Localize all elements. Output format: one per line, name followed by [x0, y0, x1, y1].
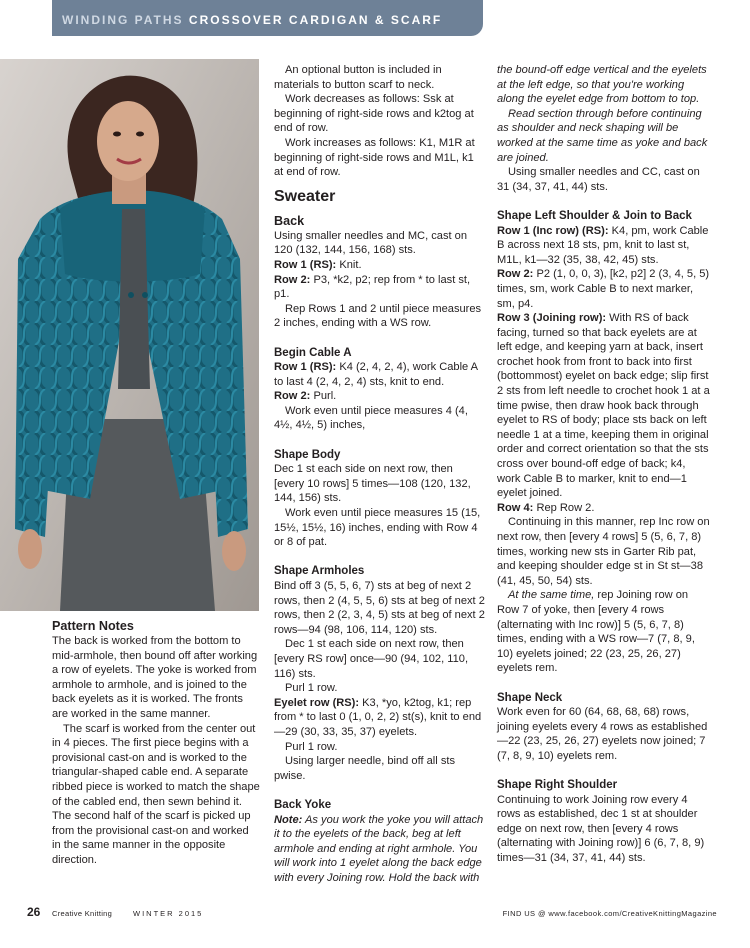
page-footer — [27, 906, 717, 922]
back-heading: Back — [274, 213, 305, 228]
back-row-2: Row 2: P3, *k2, p2; rep from * to last st, p1. — [274, 273, 471, 301]
left-shoulder-continue: Continuing in this manner, rep Inc row on next row, then [every 4 rows] 5 (5, 6, 7, 8) times, working new sts in Garter Rib pat, and keeping shoulder edge st in St st—38 (41, 45, 50, 54) sts. — [497, 516, 710, 587]
right-column — [497, 63, 710, 866]
back-rep: Rep Rows 1 and 2 until piece measures 2 inches, ending with a WS row. — [274, 302, 482, 330]
yoke-note-cont: the bound-off edge vertical and the eyelets at the left edge, so that you're working along the eyelet edge from bottom to top. — [497, 64, 707, 106]
page-number: 26 — [27, 905, 41, 919]
series-name: WINDING PATHS — [62, 13, 184, 27]
back-yoke-heading: Back Yoke — [274, 798, 332, 811]
increase-note: Work increases as follows: K1, M1R at beginning of right-side rows and M1L, k1 at end of row. — [274, 136, 475, 179]
armhole-bind-off: Bind off 3 (5, 5, 6, 7) sts at beg of next 2 rows, then 2 (4, 5, 5, 6) sts at beg of next 2 rows, then 2 (2, 3, 4, 5) sts at beg of next 2 rows—94 (98, 106, 114, 120) sts. — [274, 580, 485, 636]
eyelet-purl: Purl 1 row. — [285, 740, 338, 753]
header-title — [62, 13, 442, 27]
yoke-cast-on: Using smaller needles and CC, cast on 31 (34, 37, 41, 44) sts. — [497, 166, 700, 193]
left-shoulder-row-2: Row 2: P2 (1, 0, 0, 3), [k2, p2] 2 (3, 4, 5, 5) times, sm, work Cable B to next marker, sm, p4. — [497, 268, 710, 310]
read-through-note: Read section through before continuing as shoulder and neck shaping will be worked at the same time as yoke and back are joined. — [497, 107, 708, 164]
issue-label: WINTER 2015 — [133, 909, 204, 918]
pattern-title: CROSSOVER CARDIGAN & SCARF — [188, 13, 443, 27]
right-shoulder-text: Continuing to work Joining row every 4 rows as established, dec 1 st at shoulder edge on next row, then [every 4 rows (alternating with Joining row)] 6 (6, 7, 8, 9) times—31 (34, 37, 41, 44) sts. — [497, 793, 705, 865]
middle-column — [274, 63, 485, 885]
left-shoulder-row-1: Row 1 (Inc row) (RS): K4, pm, work Cable B across next 18 sts, pm, knit to last st, M1L, k1—32 (35, 38, 42, 45) sts. — [497, 224, 709, 266]
armhole-purl: Purl 1 row. — [285, 682, 338, 695]
pattern-notes-heading: Pattern Notes — [52, 619, 134, 633]
shape-armholes-heading: Shape Armholes — [274, 565, 365, 578]
armhole-dec: Dec 1 st each side on next row, then [every RS row] once—90 (94, 102, 110, 116) sts. — [274, 638, 469, 680]
left-shoulder-same-time: At the same time, rep Joining row on Row 7 of yoke, then [every 4 rows (alternating with Inc row)] 5 (5, 6, 7, 8) times, ending with a WS row—7 (7, 8, 9, 10) eyelets joined; 22 (23, 25, 26, 27) eyelets rem. — [497, 589, 695, 675]
pattern-notes-column — [52, 619, 260, 868]
shape-body-heading: Shape Body — [274, 448, 341, 461]
shape-left-shoulder-heading: Shape Left Shoulder & Join to Back — [497, 209, 692, 222]
sweater-heading: Sweater — [274, 187, 336, 205]
left-shoulder-row-3: Row 3 (Joining row): With RS of back facing, turned so that back eyelets are at left edge, and keeping yarn at back, insert crochet hook from front to back into first (bottommost) eyelet on back edge; slip first 2 sts from left needle to crochet hook 1 at a time pwise, then draw hook back through eyelet to RS of body; place sts back on left needle 1 at a time, keeping them in original order and correct orientation so that the sts cross over bound-off edge of back; k4, work Cable B to marker, knit to end—1 eyelet joined. — [497, 312, 710, 500]
cable-work-even: Work even until piece measures 4 (4, 4½, 4½, 5) inches, — [274, 404, 468, 432]
shape-right-shoulder-heading: Shape Right Shoulder — [497, 779, 618, 792]
cable-row-2: Row 2: Purl. — [274, 390, 337, 403]
begin-cable-heading: Begin Cable A — [274, 346, 352, 359]
button-note: An optional button is included in materials to button scarf to neck. — [274, 64, 442, 91]
magazine-name: Creative Knitting — [52, 909, 113, 918]
cable-row-1: Row 1 (RS): K4 (2, 4, 2, 4), work Cable A to last 4 (2, 4, 2, 4) sts, knit to end. — [274, 361, 478, 388]
facebook-link[interactable]: FIND US @ www.facebook.com/CreativeKnittingMagazine — [502, 909, 717, 918]
model-photo — [0, 59, 259, 611]
neck-text: Work even for 60 (64, 68, 68, 68) rows, joining eyelets every 4 rows as established—22 (23, 25, 26, 27) eyelets now joined; 7 (7, 8, 9, 10) eyelets rem. — [497, 706, 708, 762]
eyelet-bind-off: Using larger needle, bind off all sts pwise. — [274, 755, 455, 782]
body-work-even: Work even until piece measures 15 (15, 15½, 15½, 16) inches, ending with Row 4 or 8 of pat. — [274, 507, 481, 549]
yoke-note: Note: As you work the yoke you will attach it to the eyelets of the back, beg at left armhole and ending at right armhole. You will work into 1 eyelet along the back edge with every Joining row. Hold the back with — [274, 813, 484, 884]
notes-paragraph-1: The back is worked from the bottom to mid-armhole, then bound off after working a row of eyelets. The yoke is worked from armhole to armhole, and is joined to the back eyelets as it is worked. The fronts are worked in the same manner. — [52, 635, 258, 720]
left-shoulder-row-4: Row 4: Rep Row 2. — [497, 501, 595, 514]
back-row-1: Row 1 (RS): Knit. — [274, 258, 362, 271]
eyelet-row: Eyelet row (RS): K3, *yo, k2tog, k1; rep from * to last 0 (1, 0, 2, 2) st(s), knit to end—29 (30, 33, 35, 37) eyelets. — [274, 696, 482, 738]
shape-neck-heading: Shape Neck — [497, 691, 563, 704]
notes-paragraph-2: The scarf is worked from the center out in 4 pieces. The first piece begins with a provisional cast-on and is worked to the triangular-shaped cable end. A separate ribbed piece is worked to match the shape of the cabled end, then sewn behind it. The second half of the scarf is picked up from the provisional cast-on and worked in the same manner in the opposite direction. — [52, 722, 260, 866]
body-dec: Dec 1 st each side on next row, then [every 10 rows] 5 times—108 (120, 132, 144, 156) sts. — [274, 463, 471, 505]
back-cast-on: Using smaller needles and MC, cast on 120 (132, 144, 156, 168) sts. — [274, 229, 467, 257]
decrease-note: Work decreases as follows: Ssk at beginning of right-side rows and k2tog at end of row. — [274, 93, 474, 135]
